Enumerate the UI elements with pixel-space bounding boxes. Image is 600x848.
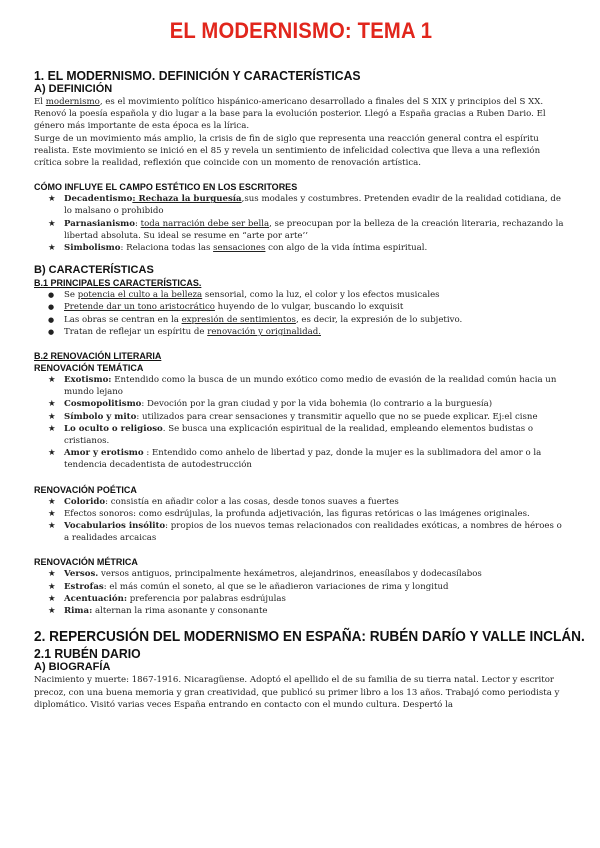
list-item: ★ Efectos sonoros: como esdrújulas, la profunda adjetivación, las figuras retóricas o las imágenes originales. — [48, 508, 568, 520]
ruben-dario-heading: 2.1 RUBÉN DARIO — [34, 646, 141, 662]
influye-heading: CÓMO INFLUYE EL CAMPO ESTÉTICO EN LOS ESCRITORES — [34, 182, 298, 193]
caracteristicas-heading: B) CARACTERÍSTICAS — [34, 264, 154, 277]
list-item: ★ Cosmopolitismo: Devoción por la gran ciudad y por la vida bohemia (lo contrario a la burguesía) — [48, 398, 568, 410]
page-title: EL MODERNISMO: TEMA 1 — [169, 18, 433, 43]
metrica-list — [34, 568, 568, 617]
list-item: ★ Acentuación: preferencia por palabras esdrújulas — [48, 593, 568, 605]
list-item: ★ Exotismo: Entendido como la busca de un mundo exótico como medio de evasión de la realidad común hacia un mundo lejano — [48, 374, 568, 398]
list-item: ★ Versos. versos antiguos, principalmente hexámetros, alejandrinos, eneasílabos y dodecasílabos — [48, 568, 568, 580]
list-item: ★ Amor y erotismo : Entendido como anhelo de libertad y paz, donde la mujer es la sublimadora del amor o la tendencia decadentista de autodestrucción — [48, 447, 568, 471]
document-page — [34, 18, 585, 711]
metrica-heading: RENOVACIÓN MÉTRICA — [34, 557, 138, 568]
list-item: ★ Lo oculto o religioso. Se busca una explicación espiritual de la realidad, empleando elementos budistas o cristianos. — [48, 423, 568, 447]
tematica-list — [34, 374, 568, 472]
tematica-heading: RENOVACIÓN TEMÁTICA — [34, 363, 144, 374]
list-item: ★ Simbolismo: Relaciona todas las sensaciones con algo de la vida íntima espiritual. — [48, 242, 568, 254]
section-1-heading: 1. EL MODERNISMO. DEFINICIÓN Y CARACTERÍSTICAS — [34, 68, 361, 83]
list-item: ● Pretende dar un tono aristocrático huyendo de lo vulgar, buscando lo exquisit — [48, 301, 568, 313]
list-item: ★ Decadentismo: Rechaza la burguesía,sus modales y costumbres. Pretenden evadir de la realidad cotidiana, de lo malsano o prohibido — [48, 193, 568, 217]
definicion-paragraph-2: Surge de un movimiento más amplio, la crisis de fin de siglo que representa una reacción general contra el espíritu realista. Este movimiento se inició en el 85 y revela un sentimiento de infelicidad colectiva que lleva a una reflexión crítica sobre la realidad, reflexión que coincide con un momento de renovación artística. — [34, 133, 541, 169]
biografia-heading: A) BIOGRAFÍA — [34, 661, 111, 674]
list-item: ● Las obras se centran en la expresión de sentimientos, es decir, la expresión de lo subjetivo. — [48, 314, 568, 326]
list-item: ★ Rima: alternan la rima asonante y consonante — [48, 605, 568, 617]
section-2-heading: 2. REPERCUSIÓN DEL MODERNISMO EN ESPAÑA: RUBÉN DARÍO Y VALLE INCLÁN. — [34, 629, 585, 646]
definicion-heading: A) DEFINICIÓN — [34, 83, 113, 95]
poetica-list — [34, 496, 568, 545]
list-item: ● Se potencia el culto a la belleza sensorial, como la luz, el color y los efectos musicales — [48, 289, 568, 301]
list-item: ★ Colorido: consistía en añadir color a las cosas, desde tonos suaves a fuertes — [48, 496, 568, 508]
list-item: ★ Símbolo y mito: utilizados para crear sensaciones y transmitir aquello que no se puede explicar. Ej:el cisne — [48, 411, 568, 423]
poetica-heading: RENOVACIÓN POÉTICA — [34, 484, 137, 495]
b1-heading: B.1 PRINCIPALES CARACTERÍSTICAS. — [34, 278, 202, 289]
b2-heading: B.2 RENOVACIÓN LITERARIA — [34, 351, 162, 362]
list-item: ● Tratan de reflejar un espíritu de renovación y originalidad. — [48, 326, 568, 338]
b1-list — [34, 289, 568, 338]
definicion-paragraph-1: El modernismo, es el movimiento político hispánico-americano desarrollado a finales del S XIX y principios del S XX. Renovó la poesía española y dio lugar a la base para la evolución posterior. Llegó a España gracias a Ruben Dario. El género más importante de esta época es la lírica. — [34, 97, 546, 132]
biografia-paragraph: Nacimiento y muerte: 1867-1916. Nicaragüense. Adoptó el apellido el de su familia de su tierra natal. Lector y escritor precoz, con una buena memoria y gran creatividad, que publicó su primer libro a los 13 años. Trabajó como periodista y diplomático. Visitó varias veces España entrando en contacto con el mundo cultura. Despertó la — [34, 675, 560, 710]
list-item: ★ Vocabularios insólito: propios de los nuevos temas relacionados con realidades exóticas, a nombres de héroes o a realidades arcaicas — [48, 520, 568, 544]
list-item: ★ Estrofas: el más común el soneto, al que se le añadieron variaciones de rima y longitud — [48, 581, 568, 593]
list-item: ★ Parnasianismo: toda narración debe ser bella, se preocupan por la belleza de la creación literaria, rechazando la libertad absoluta. Su ideal se resume en “arte por arte’’ — [48, 218, 568, 242]
influye-list — [34, 193, 568, 254]
